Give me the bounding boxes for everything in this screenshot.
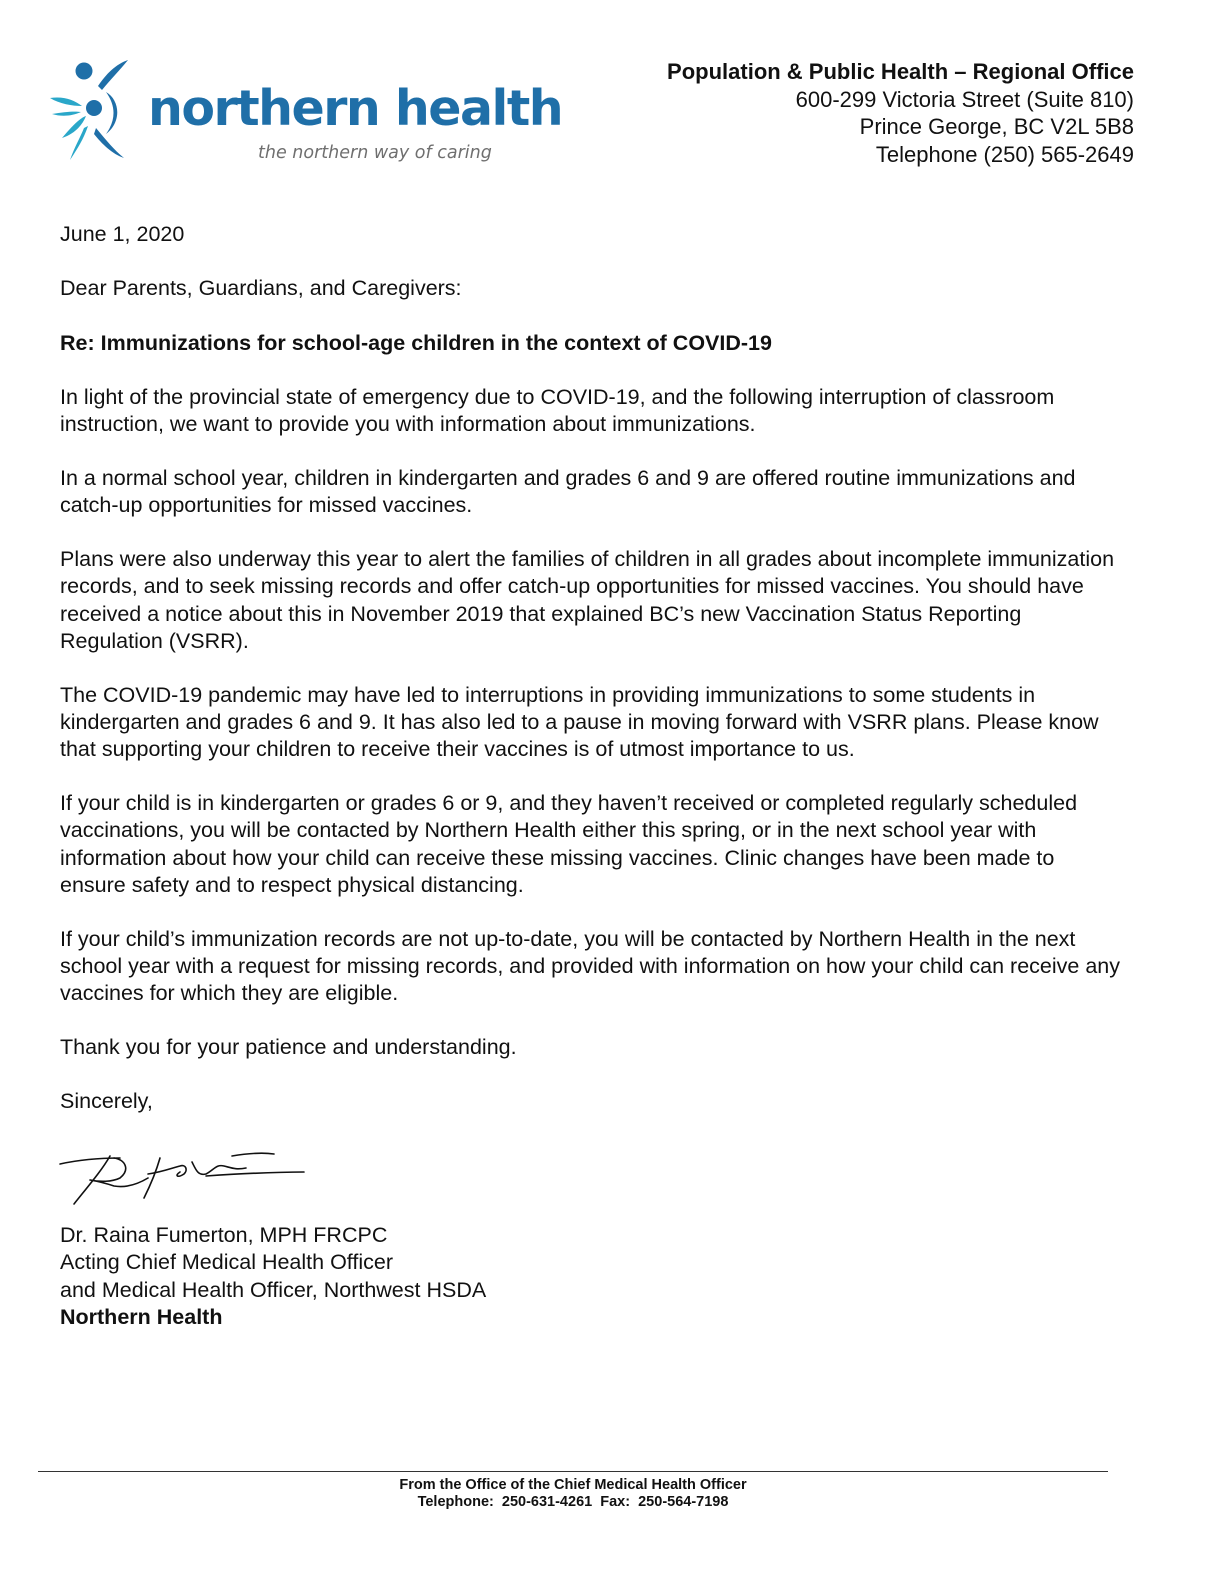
letter-paragraph: Thank you for your patience and understanding. [60, 1035, 517, 1060]
letter-closing: Sincerely, [60, 1089, 153, 1114]
handwritten-signature [56, 1148, 311, 1212]
signer-block [60, 1222, 486, 1331]
signer-title: Acting Chief Medical Health Officer [60, 1250, 393, 1275]
office-telephone: Telephone (250) 565-2649 [875, 141, 1134, 167]
signer-title: and Medical Health Officer, Northwest HSDA [60, 1277, 487, 1302]
letter-paragraph: In a normal school year, children in kindergarten and grades 6 and 9 are offered routine immunizations and catch-up opportunities for missed vaccines. [60, 465, 1076, 518]
letter-date: June 1, 2020 [60, 222, 185, 246]
logo-tagline: the northern way of caring [258, 143, 492, 163]
office-name: Population & Public Health – Regional Office [667, 59, 1134, 84]
office-city-postal: Prince George, BC V2L 5B8 [859, 114, 1134, 139]
footer-office: From the Office of the Chief Medical Health Officer [399, 1477, 747, 1493]
letter-paragraph: The COVID-19 pandemic may have led to interruptions in providing immunizations to some students in kindergarten and grades 6 and 9. It has also led to a pause in moving forward with VSRR plans. Please know that supporting your children to receive their vaccines is of utmost importance to us. [60, 682, 1099, 762]
letter-paragraph: In light of the provincial state of emergency due to COVID-19, and the following interruption of classroom instruction, we want to provide you with information about immunizations. [60, 384, 1055, 437]
northern-health-figure-icon [48, 56, 140, 164]
letter-paragraph: If your child is in kindergarten or grades 6 or 9, and they haven’t received or completed regularly scheduled vaccinations, you will be contacted by Northern Health either this spring, or in the next school year with information about how your child can receive these missing vaccines. Clinic changes have been made to ensure safety and to respect physical distancing. [60, 791, 1078, 898]
signer-name: Dr. Raina Fumerton, MPH FRCPC [60, 1223, 388, 1247]
footer [38, 1477, 1108, 1511]
logo-wordmark: northern health [148, 80, 563, 137]
footer-divider [38, 1471, 1108, 1472]
office-street-address: 600-299 Victoria Street (Suite 810) [795, 86, 1134, 112]
northern-health-logo [48, 56, 563, 176]
footer-contact: Telephone: 250-631-4261 Fax: 250-564-7198 [417, 1494, 729, 1510]
letter-salutation: Dear Parents, Guardians, and Caregivers: [60, 276, 462, 301]
letter-subject: Re: Immunizations for school-age children in the context of COVID-19 [60, 330, 772, 355]
signer-organization: Northern Health [60, 1304, 223, 1329]
letter-paragraph: If your child’s immunization records are not up-to-date, you will be contacted by Northern Health in the next school year with a request for missing records, and provided with information on how your child can receive any vaccines for which they are eligible. [60, 926, 1120, 1006]
letter-body [60, 221, 1120, 1115]
office-address-block [667, 58, 1134, 168]
letter-paragraph: Plans were also underway this year to alert the families of children in all grades about incomplete immunization records, and to seek missing records and offer catch-up opportunities for missed vaccines. You should have received a notice about this in November 2019 that explained BC’s new Vaccination Status Reporting Regulation (VSRR). [60, 547, 1115, 653]
